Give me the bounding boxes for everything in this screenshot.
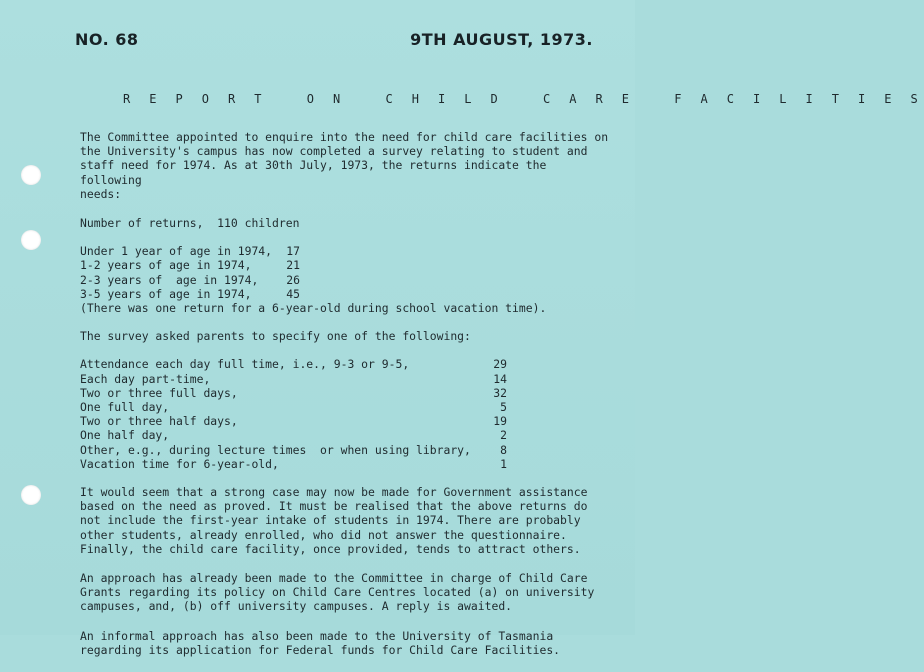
list-item bbox=[80, 244, 610, 258]
option-count: 8 bbox=[500, 442, 507, 457]
returns-line: Number of returns, 110 children bbox=[80, 216, 300, 231]
age-label: 1-2 years of age in 1974, bbox=[80, 258, 252, 273]
list-item bbox=[80, 273, 610, 287]
option-label: Two or three half days, bbox=[80, 414, 238, 429]
list-item bbox=[80, 287, 610, 301]
punch-hole bbox=[21, 165, 41, 185]
option-count: 14 bbox=[493, 371, 507, 386]
age-breakdown-list bbox=[80, 244, 610, 315]
option-label: Each day part-time, bbox=[80, 371, 211, 386]
list-item bbox=[80, 457, 610, 471]
option-label: Vacation time for 6-year-old, bbox=[80, 456, 279, 471]
punch-hole bbox=[21, 485, 41, 505]
assistance-paragraph: It would seem that a strong case may now be made for Government assistance based on the need as proved. It must be realised that the above returns do not include the first-year intake of students in 1974. There are probably other students, already enrolled, who did not answer the questionnaire. Finally, the child care facility, once provided, tends to attract others. bbox=[80, 485, 588, 556]
list-item bbox=[80, 443, 610, 457]
age-label: 2-3 years of age in 1974, bbox=[80, 272, 259, 287]
list-item bbox=[80, 428, 610, 442]
tasmania-paragraph: An informal approach has also been made to the University of Tasmania regarding its application for Federal funds for Child Care Facilities. bbox=[80, 628, 561, 657]
option-count: 32 bbox=[493, 385, 507, 400]
option-count: 29 bbox=[493, 357, 507, 372]
list-item bbox=[80, 357, 610, 371]
age-count: 26 bbox=[286, 272, 300, 287]
option-count: 5 bbox=[500, 400, 507, 415]
list-item bbox=[80, 258, 610, 272]
option-label: One half day, bbox=[80, 428, 170, 443]
option-count: 19 bbox=[493, 414, 507, 429]
ages-note: (There was one return for a 6-year-old during school vacation time). bbox=[80, 301, 547, 316]
age-count: 45 bbox=[286, 286, 300, 301]
age-count: 21 bbox=[286, 258, 300, 273]
list-item bbox=[80, 400, 610, 414]
age-count: 17 bbox=[286, 244, 300, 259]
option-label: One full day, bbox=[80, 400, 170, 415]
intro-paragraph: The Committee appointed to enquire into the need for child care facilities on the University's campus has now completed a survey relating to student and staff need for 1974. As at 30th July, 1973, the returns indicate the following needs: bbox=[80, 130, 609, 201]
option-label: Attendance each day full time, i.e., 9-3 or 9-5, bbox=[80, 357, 410, 372]
age-label: 3-5 years of age in 1974, bbox=[80, 286, 252, 301]
option-label: Other, e.g., during lecture times or when using library, bbox=[80, 442, 471, 457]
report-title: R E P O R T O N C H I L D C A R E F A C I L I T I E S bbox=[123, 92, 924, 106]
list-item bbox=[80, 372, 610, 386]
list-item bbox=[80, 414, 610, 428]
list-item bbox=[80, 386, 610, 400]
option-label: Two or three full days, bbox=[80, 385, 238, 400]
grants-paragraph: An approach has already been made to the Committee in charge of Child Care Grants regarding its policy on Child Care Centres located (a) on university campuses, and, (b) off university campuses. A reply is awaited. bbox=[80, 571, 595, 614]
issue-date: 9TH AUGUST, 1973. bbox=[410, 30, 593, 49]
document-header bbox=[75, 30, 593, 52]
survey-intro: The survey asked parents to specify one of the following: bbox=[80, 329, 471, 344]
report-body bbox=[80, 130, 610, 672]
attendance-options-list bbox=[80, 357, 610, 471]
option-count: 1 bbox=[500, 456, 507, 471]
age-label: Under 1 year of age in 1974, bbox=[80, 244, 273, 259]
option-count: 2 bbox=[500, 428, 507, 443]
issue-number: NO. 68 bbox=[75, 30, 139, 49]
punch-hole bbox=[21, 230, 41, 250]
